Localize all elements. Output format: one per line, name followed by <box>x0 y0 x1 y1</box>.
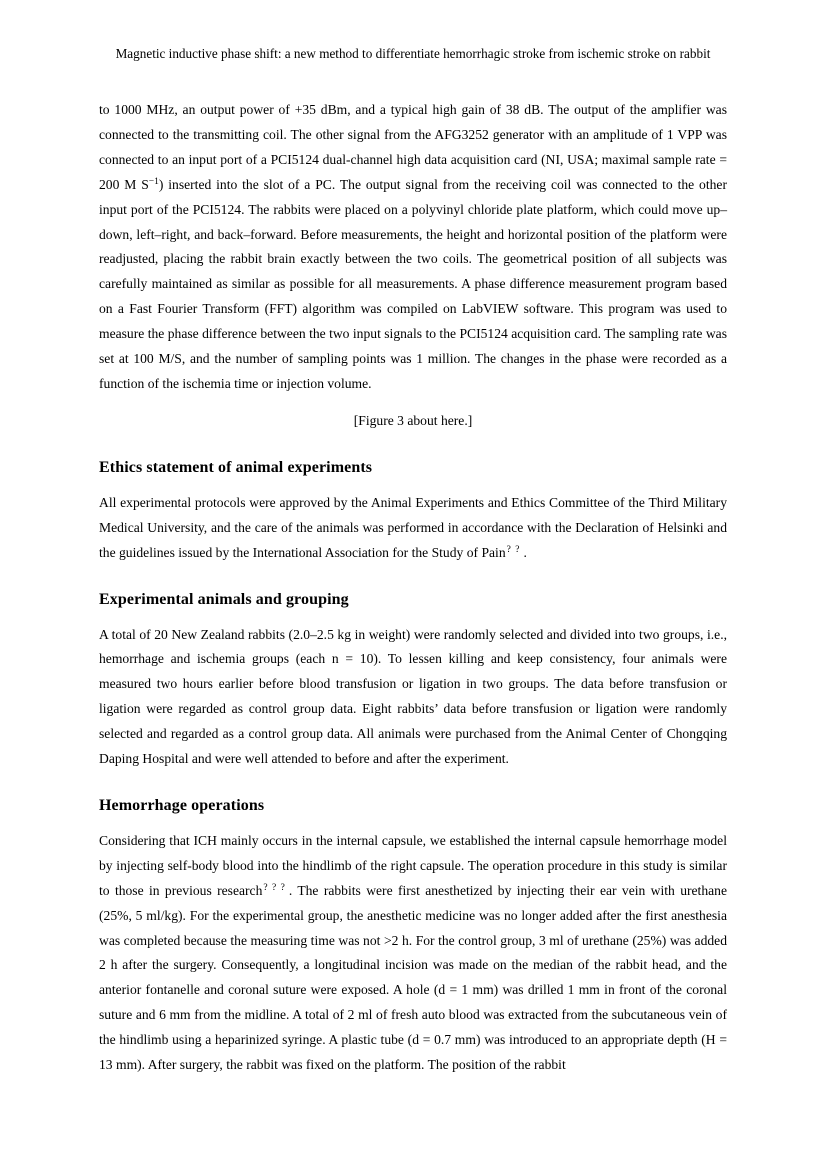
section-heading-animals: Experimental animals and grouping <box>99 590 349 608</box>
running-head: Magnetic inductive phase shift: a new method to differentiate hemorrhagic stroke from ischemic stroke on rabbit <box>115 46 711 61</box>
paragraph-instrumentation: to 1000 MHz, an output power of +35 dBm, and a typical high gain of 38 dB. The output of the amplifier was connected to the transmitting coil. The other signal from the AFG3252 generator with an amplitude of 1 VPP was connected to an input port of a PCI5124 dual-channel high data acquisition card (NI, USA; maximal sample rate = 200 M S−1) inserted into the slot of a PC. The output signal from the receiving coil was connected to the other input port of the PCI5124. The rabbits were placed on a polyvinyl chloride plate platform, which could move up–down, left–right, and back–forward. Before measurements, the height and horizontal position of the platform were readjusted, placing the rabbit brain exactly between the two coils. The geometrical position of all subjects was carefully maintained as similar as possible for all measurements. A phase difference measurement program based on a Fast Fourier Transform (FFT) algorithm was compiled on LabVIEW software. This program was used to measure the phase difference between the two input signals to the PCI5124 acquisition card. The sampling rate was set at 100 M/S, and the number of sampling points was 1 million. The changes in the phase were recorded as a function of the ischemia time or injection volume. <box>99 102 727 391</box>
paragraph-text: All experimental protocols were approved by the Animal Experiments and Ethics Committee of the Third Military Medical University, and the care of the animals was performed in accordance with the Declaration of Helsinki and the guidelines issued by the International Association for the Study of Pain <box>99 494 727 560</box>
paragraph-animals <box>99 623 727 772</box>
section-heading-hemorrhage: Hemorrhage operations <box>99 796 265 814</box>
page-content <box>99 0 727 1078</box>
paragraph-text: to 1000 MHz, an output power of +35 dBm, and a typical high gain of 38 dB. The output of the amplifier was connected to the transmitting coil. The other signal from the AFG3252 generator with an amplitude of 1 VPP was connected to an input port of a PCI5124 dual-channel high data acquisition card (NI, USA; maximal sample rate = 200 M S <box>99 102 727 192</box>
paragraph-ethics: All experimental protocols were approved by the Animal Experiments and Ethics Committee of the Third Military Medical University, and the care of the animals was performed in accordance with the Declaration of Helsinki and the guidelines issued by the International Association for the Study of Pain? ? . <box>99 494 727 560</box>
paragraph-text: A total of 20 New Zealand rabbits (2.0–2.5 kg in weight) were randomly selected and divided into two groups, i.e., hemorrhage and ischemia groups (each n = 10). To lessen killing and keep consistency, four animals were measured two hours earlier before blood transfusion or ligation in two groups. The data before transfusion or ligation were regarded as control group data. Eight rabbits’ data before transfusion or ligation were randomly selected and regarded as a control group data. All animals were purchased from the Animal Center of Chongqing Daping Hospital and were well attended to before and after the experiment. <box>99 626 727 767</box>
paragraph-text: ) inserted into the slot of a PC. The output signal from the receiving coil was connected to the other input port of the PCI5124. The rabbits were placed on a polyvinyl chloride plate platform, which could move up–down, left–right, and back–forward. Before measurements, the height and horizontal position of the platform were readjusted, placing the rabbit brain exactly between the two coils. The geometrical position of all subjects was carefully maintained as similar as possible for all measurements. A phase difference measurement program based on a Fast Fourier Transform (FFT) algorithm was compiled on LabVIEW software. This program was used to measure the phase difference between the two input signals to the PCI5124 acquisition card. The sampling rate was set at 100 M/S, and the number of sampling points was 1 million. The changes in the phase were recorded as a function of the ischemia time or injection volume. <box>99 176 727 391</box>
paragraph-text: . The rabbits were first anesthetized by injecting their ear vein with urethane (25%, 5 ml/kg). For the experimental group, the anesthetic medicine was no longer added after the first anesthesia was completed because the measuring time was not >2 h. For the control group, 3 ml of urethane (25%) was added 2 h after the surgery. Consequently, a longitudinal incision was made on the median of the rabbit head, and the anterior fontanelle and coronal suture were exposed. A hole (d = 1 mm) was drilled 1 mm in front of the coronal suture and 6 mm from the midline. A total of 2 ml of fresh auto blood was extracted from the subcutaneous vein of the hindlimb using a heparinized syringe. A plastic tube (d = 0.7 mm) was introduced to an appropriate depth (H = 13 mm). After surgery, the rabbit was fixed on the platform. The position of the rabbit <box>99 882 727 1073</box>
paragraph-hemorrhage: Considering that ICH mainly occurs in the internal capsule, we established the internal capsule hemorrhage model by injecting self-body blood into the hindlimb of the right capsule. The operation procedure in this study is similar to those in previous research? ? ? . The rabbits were first anesthetized by injecting their ear vein with urethane (25%, 5 ml/kg). For the experimental group, the anesthetic medicine was no longer added after the first anesthesia was completed because the measuring time was not >2 h. For the control group, 3 ml of urethane (25%) was added 2 h after the surgery. Consequently, a longitudinal incision was made on the median of the rabbit head, and the anterior fontanelle and coronal suture were exposed. A hole (d = 1 mm) was drilled 1 mm in front of the coronal suture and 6 mm from the midline. A total of 2 ml of fresh auto blood was extracted from the subcutaneous vein of the hindlimb using a heparinized syringe. A plastic tube (d = 0.7 mm) was introduced to an appropriate depth (H = 13 mm). After surgery, the rabbit was fixed on the platform. The position of the rabbit <box>99 832 727 1073</box>
section-heading-ethics: Ethics statement of animal experiments <box>99 458 373 476</box>
paragraph-text: Considering that ICH mainly occurs in the internal capsule, we established the internal capsule hemorrhage model by injecting self-body blood into the hindlimb of the right capsule. The operation procedure in this study is similar to those in previous research <box>99 832 727 898</box>
figure-placeholder: [Figure 3 about here.] <box>353 412 473 428</box>
paragraph-text: . <box>523 544 527 560</box>
